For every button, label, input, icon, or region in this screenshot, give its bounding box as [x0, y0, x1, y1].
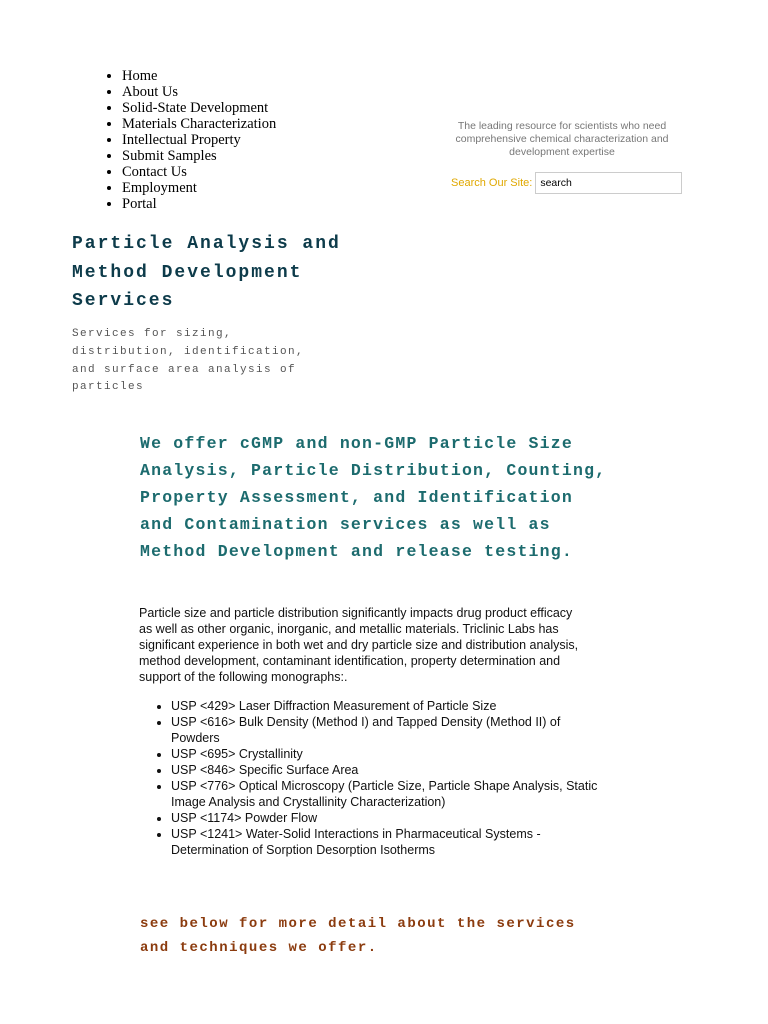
list-item: • USP <846> Specific Surface Area: [171, 762, 611, 778]
nav-link-employment[interactable]: Employment: [122, 180, 197, 196]
nav-item-about-us: [122, 84, 276, 100]
nav-item-materials-characterization: [122, 116, 276, 132]
nav-item-intellectual-property: [122, 132, 276, 148]
site-search: [451, 172, 682, 194]
intro-paragraph: Particle size and particle distribution significantly impacts drug product efficacy as well as other organic, inorganic, and metallic materials. Triclinic Labs has significant experience in both wet and dry particle size and distribution analysis, method development, contaminant identification, property determination and support of the following monographs:.: [139, 606, 579, 685]
nav-item-employment: [122, 180, 276, 196]
list-item: • USP <695> Crystallinity: [171, 746, 611, 762]
nav-item-submit-samples: [122, 148, 276, 164]
main-nav: [100, 68, 276, 212]
nav-item-home: [122, 68, 276, 84]
list-item: • USP <429> Laser Diffraction Measurement of Particle Size: [171, 698, 611, 714]
search-input[interactable]: [535, 172, 682, 194]
lead-heading: We offer cGMP and non-GMP Particle Size Analysis, Particle Distribution, Counting, Property Assessment, and Identification and Contamination services as well as Method Development and release testing.: [140, 434, 607, 561]
nav-item-solid-state-development: [122, 100, 276, 116]
list-item: • USP <616> Bulk Density (Method I) and Tapped Density (Method II) of Powders: [171, 714, 611, 746]
list-item: • USP <1174> Powder Flow: [171, 810, 611, 826]
search-label: Search Our Site:: [451, 177, 533, 189]
nav-item-contact-us: [122, 164, 276, 180]
more-detail-note: see below for more detail about the services and techniques we offer.: [140, 916, 576, 956]
list-item: • USP <776> Optical Microscopy (Particle Size, Particle Shape Analysis, Static Image Analysis and Crystallinity Characterization): [171, 778, 611, 810]
nav-link-submit-samples[interactable]: Submit Samples: [122, 148, 217, 164]
list-item: • USP <1241> Water-Solid Interactions in Pharmaceutical Systems - Determination of Sorption Desorption Isotherms: [171, 826, 611, 858]
nav-link-solid-state-development[interactable]: Solid-State Development: [122, 100, 269, 116]
site-tagline: The leading resource for scientists who need comprehensive chemical characterization and development expertise: [455, 120, 669, 158]
nav-link-materials-characterization[interactable]: Materials Characterization: [122, 116, 277, 132]
nav-link-portal[interactable]: Portal: [122, 196, 157, 212]
nav-link-contact-us[interactable]: Contact Us: [122, 164, 187, 180]
usp-monograph-list: [149, 698, 611, 858]
page-title: Particle Analysis and Method Development Services: [72, 234, 341, 311]
nav-item-portal: [122, 196, 276, 212]
page-subtitle: Services for sizing, distribution, identification, and surface area analysis of particles: [72, 328, 305, 394]
nav-link-about-us[interactable]: About Us: [122, 84, 178, 100]
nav-link-intellectual-property[interactable]: Intellectual Property: [122, 132, 241, 148]
nav-link-home[interactable]: Home: [122, 68, 158, 84]
